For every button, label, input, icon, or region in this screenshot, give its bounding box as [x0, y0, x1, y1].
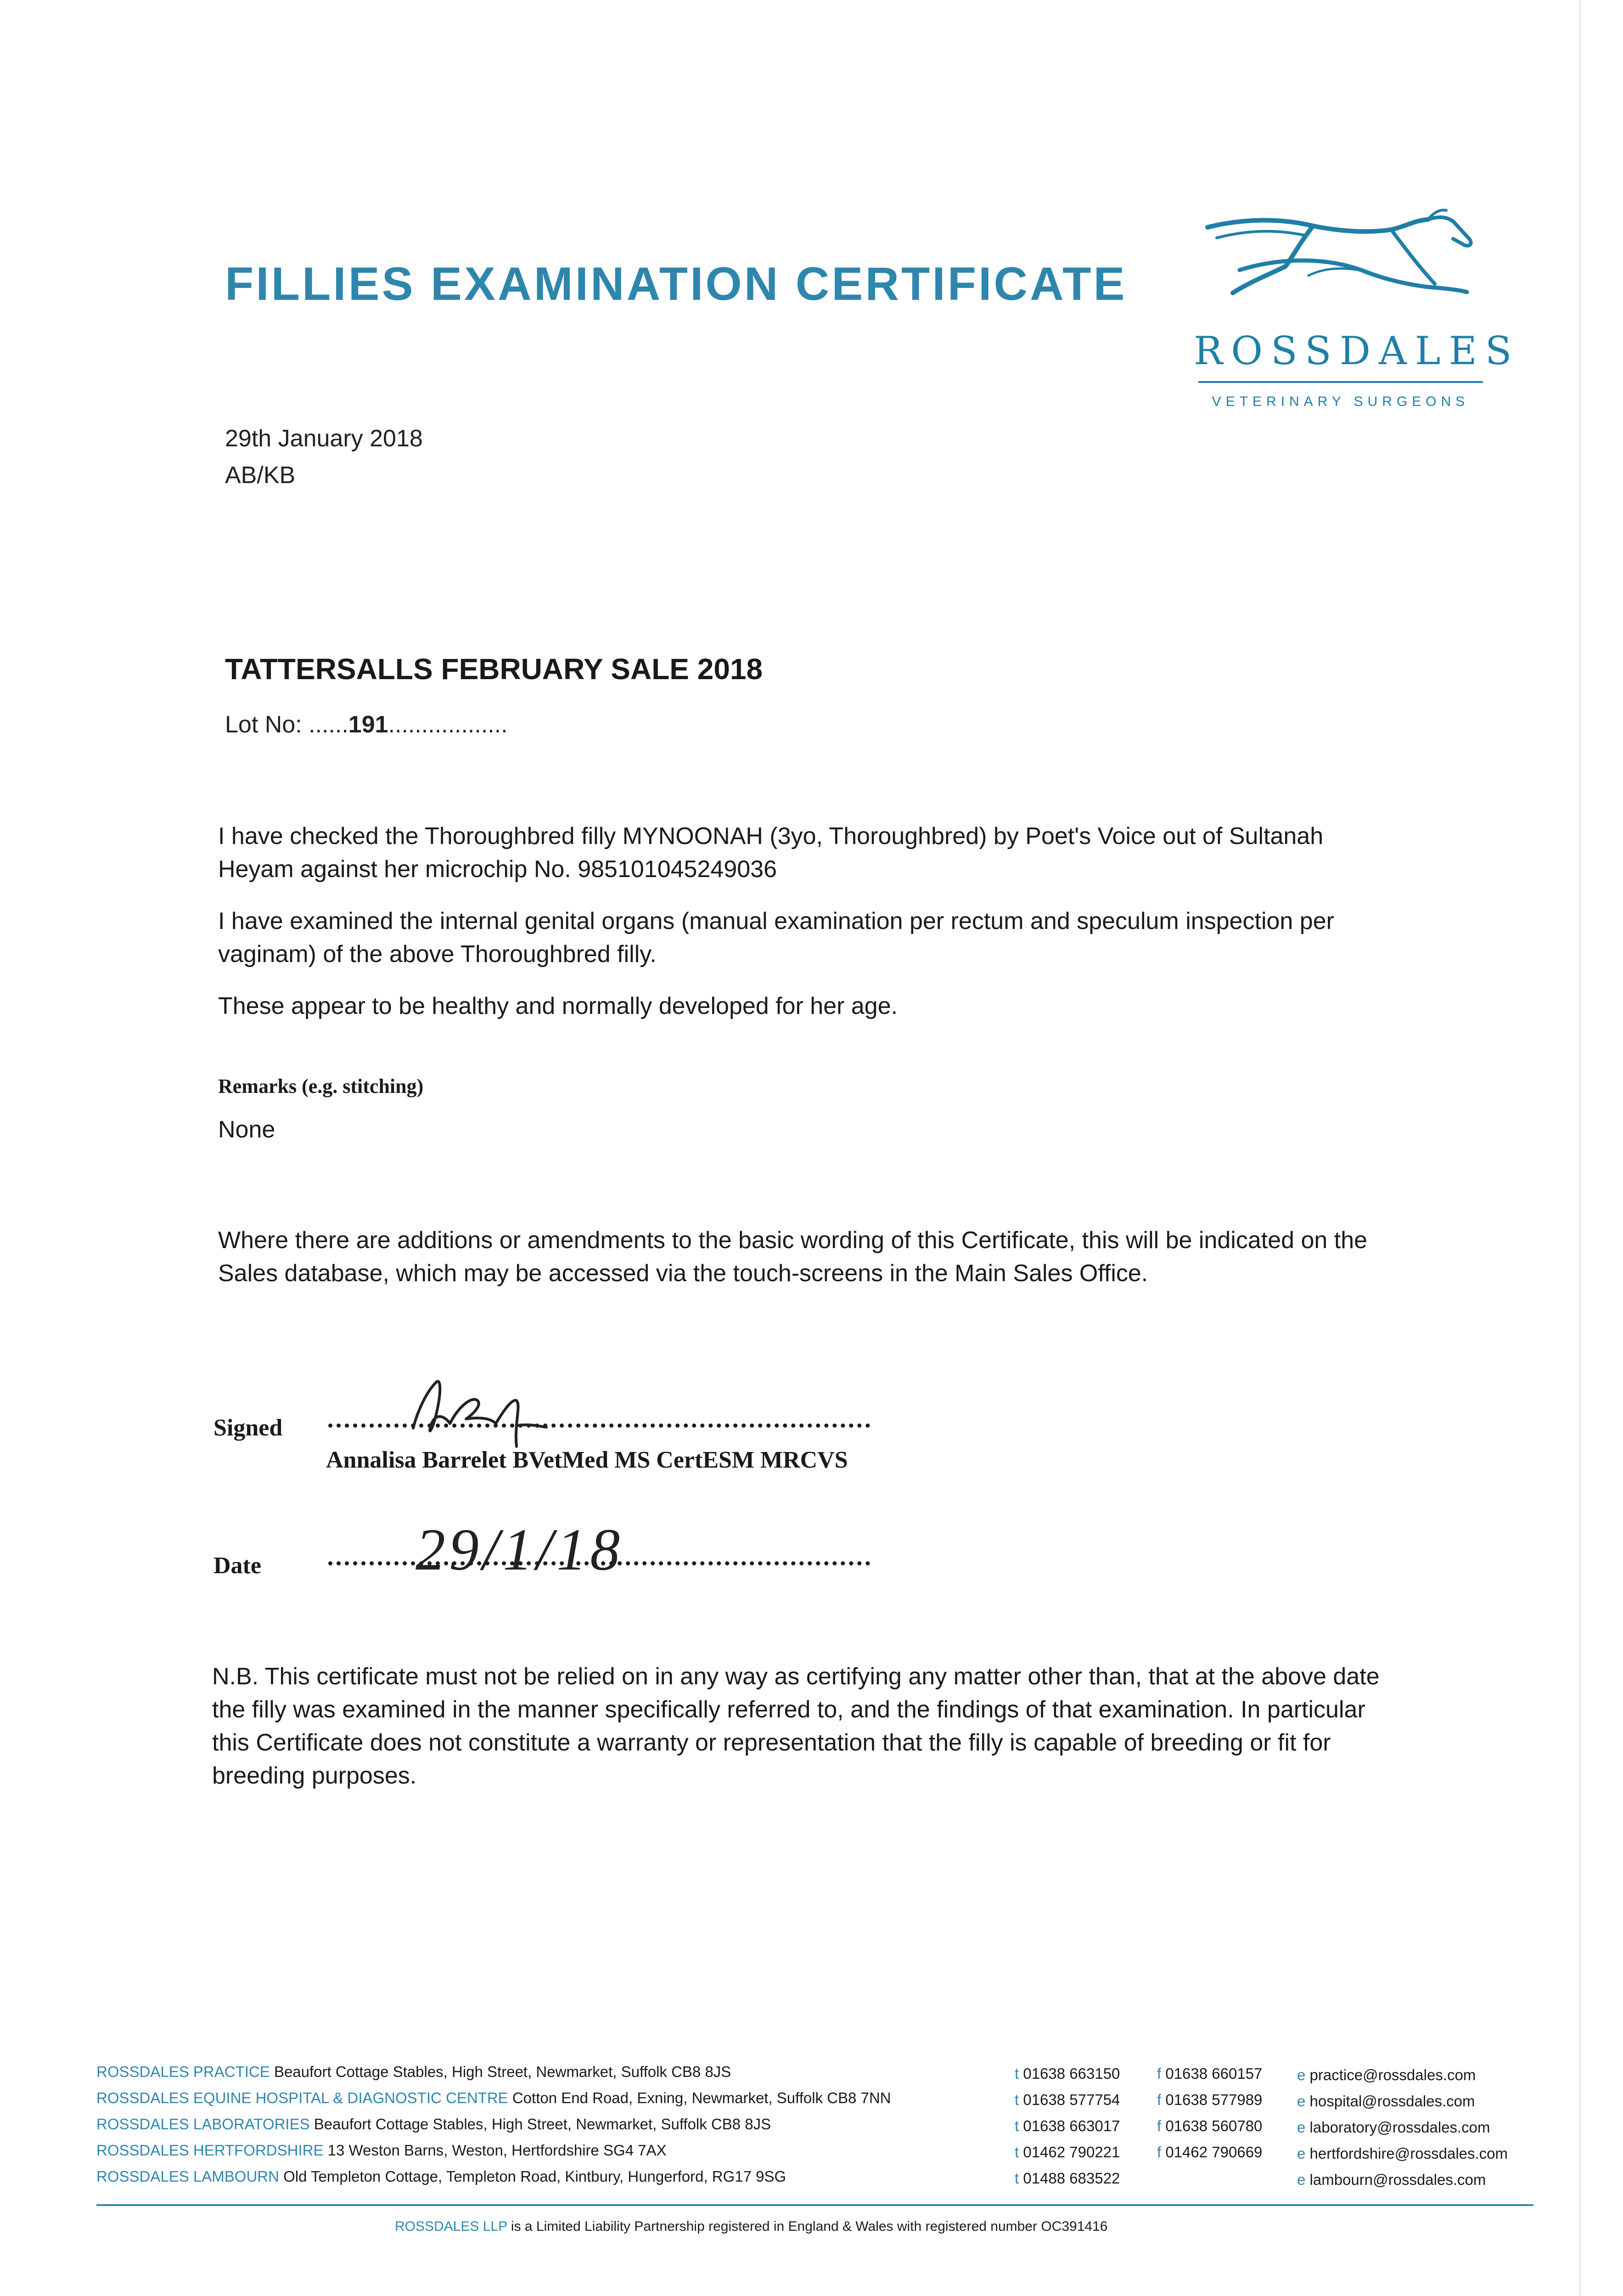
signed-label: Signed: [213, 1415, 283, 1441]
footer-email[interactable]: e lambourn@rossdales.com: [1297, 2171, 1486, 2188]
llp-registration: ROSSDALES LLP is a Limited Liability Partnership registered in England & Wales with registered number OC391416: [395, 2219, 1108, 2234]
footer-fax: f 01638 660157: [1157, 2065, 1263, 2082]
office-address: 13 Weston Barns, Weston, Hertfordshire SG4 7AX: [327, 2142, 667, 2159]
disclaimer-paragraph: N.B. This certificate must not be relied on in any way as certifying any matter other than, that at the above date the filly was examined in the manner specifically referred to, and the findings of that examination. In particular this Certificate does not constitute a warranty or representation that the filly is capable of breeding or fit for breeding purposes.: [212, 1663, 1380, 1789]
remarks-heading: Remarks (e.g. stitching): [218, 1075, 424, 1097]
office-address: Beaufort Cottage Stables, High Street, Newmarket, Suffolk CB8 8JS: [274, 2063, 731, 2080]
lot-number-line: [225, 711, 508, 738]
office-address: Cotton End Road, Exning, Newmarket, Suffolk CB8 7NN: [512, 2089, 891, 2106]
footer-email[interactable]: e practice@rossdales.com: [1297, 2066, 1476, 2083]
amendments-paragraph: Where there are additions or amendments to the basic wording of this Certificate, this will be indicated on the Sales database, which may be accessed via the touch-screens in the Main Sales Office.: [218, 1227, 1368, 1287]
office-address: Beaufort Cottage Stables, High Street, Newmarket, Suffolk CB8 8JS: [314, 2116, 771, 2133]
office-name: ROSSDALES PRACTICE: [96, 2063, 270, 2080]
logo-divider: [1198, 381, 1483, 383]
footer-tel: t 01462 790221: [1015, 2144, 1120, 2161]
reference-initials: AB/KB: [225, 462, 296, 489]
lot-trailer-dots: ..................: [388, 711, 508, 738]
footer-office-hertfordshire: [96, 2142, 667, 2159]
footer-email[interactable]: e hospital@rossdales.com: [1297, 2093, 1475, 2110]
office-name: ROSSDALES HERTFORDSHIRE: [96, 2142, 324, 2159]
footer-fax: f 01638 577989: [1157, 2091, 1263, 2108]
signer-name: Annalisa Barrelet BVetMed MS CertESM MRCVS: [326, 1447, 848, 1473]
footer-divider: [96, 2204, 1533, 2206]
lot-label: Lot No:: [225, 711, 302, 738]
footer-tel: t 01488 683522: [1015, 2170, 1120, 2187]
lot-leader-dots: ......: [309, 711, 348, 738]
logo-subtitle: VETERINARY SURGEONS: [1212, 394, 1470, 409]
footer-tel: t 01638 663150: [1015, 2065, 1120, 2082]
certificate-date: 29th January 2018: [225, 425, 423, 452]
footer-office-practice: [96, 2063, 731, 2081]
footer-email[interactable]: e laboratory@rossdales.com: [1297, 2119, 1490, 2136]
handwritten-signature: [404, 1373, 597, 1451]
certificate-title: FILLIES EXAMINATION CERTIFICATE: [225, 258, 1127, 310]
handwritten-date: 29/1/18: [416, 1517, 624, 1583]
date-label: Date: [213, 1553, 261, 1579]
page-edge: [1579, 0, 1581, 2296]
office-name: ROSSDALES EQUINE HOSPITAL & DIAGNOSTIC CENTRE: [96, 2089, 508, 2106]
footer-fax: f 01638 560780: [1157, 2117, 1263, 2134]
footer-office-hospital: [96, 2089, 891, 2107]
remarks-value: None: [218, 1116, 275, 1143]
findings-paragraph: These appear to be healthy and normally developed for her age.: [218, 993, 898, 1019]
office-name: ROSSDALES LAMBOURN: [96, 2168, 279, 2185]
office-name: ROSSDALES LABORATORIES: [96, 2116, 310, 2133]
footer-office-lambourn: [96, 2168, 786, 2185]
logo-wordmark: ROSSDALES: [1194, 328, 1520, 373]
footer-office-laboratories: [96, 2116, 771, 2133]
lot-number: 191: [348, 711, 388, 738]
galloping-horse-icon: [1189, 193, 1520, 418]
identification-paragraph: I have checked the Thoroughbred filly MYNOONAH (3yo, Thoroughbred) by Poet's Voice out of Sultanah Heyam against her microchip No. 985101045249036: [218, 823, 1324, 883]
sale-title: TATTERSALLS FEBRUARY SALE 2018: [225, 653, 763, 686]
office-address: Old Templeton Cottage, Templeton Road, Kintbury, Hungerford, RG17 9SG: [283, 2168, 786, 2185]
footer-tel: t 01638 577754: [1015, 2091, 1120, 2108]
footer-fax: f 01462 790669: [1157, 2144, 1263, 2161]
examination-paragraph: I have examined the internal genital organs (manual examination per rectum and speculum inspection per vaginam) of the above Thoroughbred filly.: [218, 908, 1334, 968]
footer-email[interactable]: e hertfordshire@rossdales.com: [1297, 2145, 1508, 2162]
footer-tel: t 01638 663017: [1015, 2117, 1120, 2134]
